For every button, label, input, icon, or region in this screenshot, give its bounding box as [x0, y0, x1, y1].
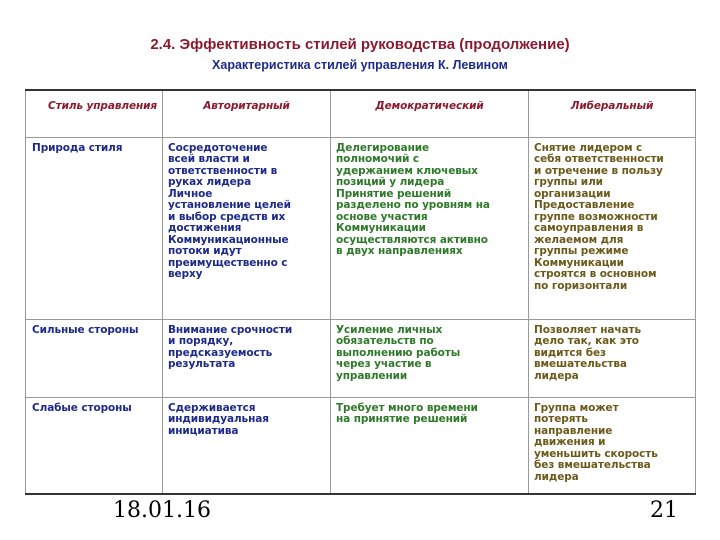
row-label-text: Природа стиля: [32, 141, 123, 154]
header-authoritarian: Авторитарный: [163, 90, 331, 137]
header-style: Стиль управления: [26, 90, 163, 137]
table-row: [26, 137, 696, 319]
slide-title: 2.4. Эффективность стилей руководства (продолжение): [150, 36, 570, 53]
row-label-nature: [26, 137, 163, 319]
page-number: 21: [650, 498, 678, 523]
cell-democratic-nature: [331, 137, 529, 319]
leadership-styles-table: [25, 89, 696, 495]
cell-democratic-weaknesses: [331, 397, 529, 494]
cell-text: Позволяет начать дело так, как это видится без вмешательства лидера: [534, 323, 642, 382]
row-label-strengths: [26, 319, 163, 397]
table-header-row: [26, 90, 696, 137]
header-liberal: Либеральный: [529, 90, 696, 137]
table-row: [26, 397, 696, 494]
cell-text: Делегирование полномочий с удержанием ключевых позиций у лидера Принятие решений разделено по уровням на основе участия Коммуникации осуществляются активно в двух направлениях: [336, 141, 490, 257]
cell-text: Требует много времени на принятие решений: [336, 401, 478, 425]
row-label-text: Слабые стороны: [32, 401, 132, 414]
cell-authoritarian-nature: [163, 137, 331, 319]
cell-liberal-strengths: [529, 319, 696, 397]
table-row: [26, 319, 696, 397]
row-label-weaknesses: [26, 397, 163, 494]
cell-liberal-nature: [529, 137, 696, 319]
row-label-text: Сильные стороны: [32, 323, 139, 336]
cell-text: Сосредоточение всей власти и ответственности в руках лидера Личное установление целей и выбор средств их достижения Коммуникационные потоки идут преимущественно с верху: [168, 141, 291, 280]
cell-democratic-strengths: [331, 319, 529, 397]
cell-text: Снятие лидером с себя ответственности и отречение в пользу группы или организации Предоставление группе возможности самоуправления в желаемом для группы режиме Коммуникации строятся в основном по горизонтали: [534, 141, 664, 292]
slide-subtitle: Характеристика стилей управления К. Левином: [212, 58, 508, 72]
cell-text: Группа может потерять направление движения и уменьшить скорость без вмешательства лидера: [534, 401, 658, 483]
cell-authoritarian-strengths: [163, 319, 331, 397]
cell-liberal-weaknesses: [529, 397, 696, 494]
cell-authoritarian-weaknesses: [163, 397, 331, 494]
slide-date: 18.01.16: [113, 498, 211, 523]
cell-text: Внимание срочности и порядку, предсказуемость результата: [168, 323, 293, 370]
header-democratic: Демократический: [331, 90, 529, 137]
cell-text: Сдерживается индивидуальная инициатива: [168, 401, 269, 437]
cell-text: Усиление личных обязательств по выполнению работы через участие в управлении: [336, 323, 461, 382]
